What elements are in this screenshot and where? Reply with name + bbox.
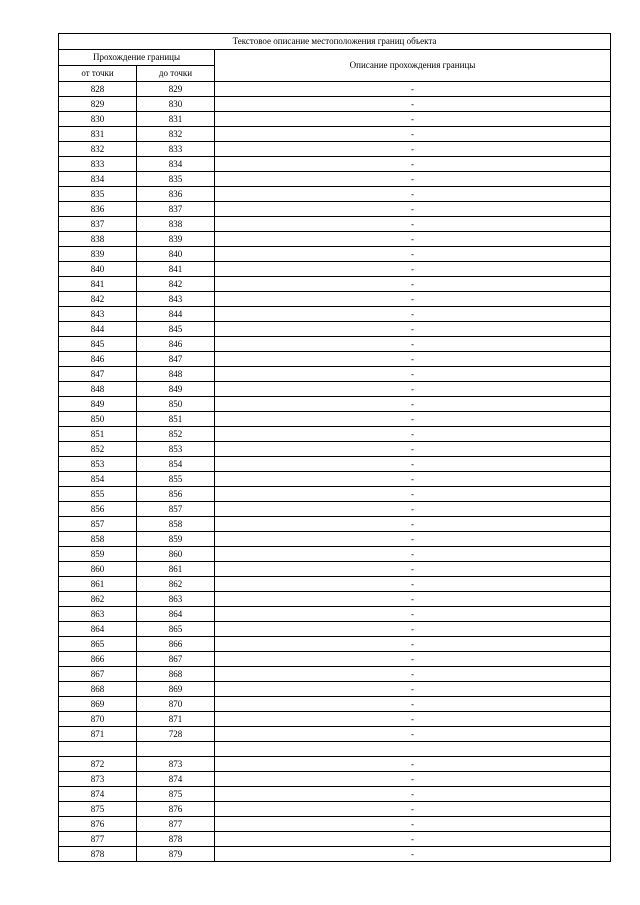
cell-description: - [215, 712, 611, 727]
table-row [59, 337, 611, 352]
cell-from-point: 863 [59, 607, 137, 622]
cell-from-point: 837 [59, 217, 137, 232]
cell-description: - [215, 637, 611, 652]
cell-from-point: 875 [59, 802, 137, 817]
cell-from-point: 864 [59, 622, 137, 637]
cell-to-point: 858 [137, 517, 215, 532]
table-title: Текстовое описание местоположения границ объекта [59, 34, 611, 50]
table-row [59, 367, 611, 382]
table-row [59, 817, 611, 832]
cell-to-point: 842 [137, 277, 215, 292]
table-row [59, 292, 611, 307]
cell-to-point: 844 [137, 307, 215, 322]
cell-description: - [215, 262, 611, 277]
cell-to-point: 861 [137, 562, 215, 577]
table-row [59, 547, 611, 562]
cell-description: - [215, 442, 611, 457]
cell-to-point: 728 [137, 727, 215, 742]
cell-to-point: 859 [137, 532, 215, 547]
table-row [59, 787, 611, 802]
table-row [59, 457, 611, 472]
table-row [59, 802, 611, 817]
table-header [59, 34, 611, 82]
cell-to-point: 856 [137, 487, 215, 502]
cell-from-point: 850 [59, 412, 137, 427]
table-row [59, 592, 611, 607]
cell-description: - [215, 802, 611, 817]
cell-to-point: 870 [137, 697, 215, 712]
table-body [59, 82, 611, 862]
cell-to-point: 833 [137, 142, 215, 157]
cell-to-point: 860 [137, 547, 215, 562]
cell-from-point: 857 [59, 517, 137, 532]
cell-description: - [215, 142, 611, 157]
table-row [59, 772, 611, 787]
cell-to-point: 843 [137, 292, 215, 307]
cell-from-point: 844 [59, 322, 137, 337]
cell-description: - [215, 532, 611, 547]
cell-description: - [215, 187, 611, 202]
cell-description: - [215, 562, 611, 577]
cell-to-point: 846 [137, 337, 215, 352]
cell-from-point: 836 [59, 202, 137, 217]
cell-from-point: 867 [59, 667, 137, 682]
cell-to-point [137, 742, 215, 757]
table-row [59, 847, 611, 862]
cell-to-point: 867 [137, 652, 215, 667]
cell-from-point: 829 [59, 97, 137, 112]
cell-from-point: 870 [59, 712, 137, 727]
column-header-from-point: от точки [59, 66, 137, 82]
cell-to-point: 878 [137, 832, 215, 847]
cell-description: - [215, 382, 611, 397]
table-row [59, 697, 611, 712]
table-row [59, 262, 611, 277]
cell-from-point: 860 [59, 562, 137, 577]
table-row [59, 442, 611, 457]
cell-description: - [215, 622, 611, 637]
cell-description: - [215, 502, 611, 517]
cell-from-point: 873 [59, 772, 137, 787]
table-row [59, 712, 611, 727]
cell-to-point: 866 [137, 637, 215, 652]
cell-description: - [215, 277, 611, 292]
cell-description: - [215, 682, 611, 697]
cell-to-point: 857 [137, 502, 215, 517]
cell-description: - [215, 307, 611, 322]
cell-from-point: 862 [59, 592, 137, 607]
cell-description: - [215, 817, 611, 832]
table-row [59, 517, 611, 532]
table-row [59, 247, 611, 262]
table-row [59, 757, 611, 772]
table-row [59, 832, 611, 847]
cell-from-point: 876 [59, 817, 137, 832]
table-row [59, 202, 611, 217]
cell-from-point: 861 [59, 577, 137, 592]
cell-from-point: 849 [59, 397, 137, 412]
cell-from-point: 869 [59, 697, 137, 712]
cell-description: - [215, 652, 611, 667]
cell-description: - [215, 847, 611, 862]
cell-from-point: 868 [59, 682, 137, 697]
cell-from-point: 851 [59, 427, 137, 442]
cell-to-point: 855 [137, 472, 215, 487]
cell-to-point: 865 [137, 622, 215, 637]
cell-description: - [215, 832, 611, 847]
cell-from-point: 877 [59, 832, 137, 847]
table-row [59, 382, 611, 397]
cell-from-point: 865 [59, 637, 137, 652]
table-row [59, 562, 611, 577]
cell-to-point: 879 [137, 847, 215, 862]
cell-from-point: 832 [59, 142, 137, 157]
cell-from-point: 842 [59, 292, 137, 307]
cell-to-point: 854 [137, 457, 215, 472]
cell-to-point: 851 [137, 412, 215, 427]
cell-description: - [215, 337, 611, 352]
cell-description: - [215, 82, 611, 97]
table-row [59, 277, 611, 292]
cell-to-point: 830 [137, 97, 215, 112]
cell-from-point: 838 [59, 232, 137, 247]
cell-description: - [215, 412, 611, 427]
cell-from-point: 855 [59, 487, 137, 502]
cell-to-point: 849 [137, 382, 215, 397]
cell-description: - [215, 397, 611, 412]
cell-from-point: 843 [59, 307, 137, 322]
cell-to-point: 845 [137, 322, 215, 337]
table-row [59, 637, 611, 652]
cell-description: - [215, 172, 611, 187]
cell-description: - [215, 322, 611, 337]
cell-to-point: 868 [137, 667, 215, 682]
cell-to-point: 863 [137, 592, 215, 607]
cell-to-point: 836 [137, 187, 215, 202]
cell-from-point: 835 [59, 187, 137, 202]
cell-description: - [215, 787, 611, 802]
cell-description: - [215, 352, 611, 367]
cell-to-point: 871 [137, 712, 215, 727]
table-row [59, 127, 611, 142]
table-row [59, 487, 611, 502]
cell-to-point: 835 [137, 172, 215, 187]
table-row [59, 157, 611, 172]
cell-to-point: 877 [137, 817, 215, 832]
cell-to-point: 850 [137, 397, 215, 412]
cell-to-point: 853 [137, 442, 215, 457]
cell-from-point: 878 [59, 847, 137, 862]
table-row [59, 607, 611, 622]
cell-from-point: 846 [59, 352, 137, 367]
table-row [59, 217, 611, 232]
cell-to-point: 847 [137, 352, 215, 367]
table-row [59, 532, 611, 547]
cell-from-point: 834 [59, 172, 137, 187]
table-row [59, 652, 611, 667]
cell-description: - [215, 202, 611, 217]
cell-to-point: 838 [137, 217, 215, 232]
cell-description: - [215, 697, 611, 712]
cell-description: - [215, 427, 611, 442]
cell-from-point: 853 [59, 457, 137, 472]
cell-from-point: 856 [59, 502, 137, 517]
cell-to-point: 832 [137, 127, 215, 142]
cell-description [215, 742, 611, 757]
table-row [59, 187, 611, 202]
cell-description: - [215, 457, 611, 472]
cell-from-point: 866 [59, 652, 137, 667]
cell-to-point: 874 [137, 772, 215, 787]
table-row [59, 172, 611, 187]
cell-from-point: 852 [59, 442, 137, 457]
cell-description: - [215, 247, 611, 262]
column-header-description: Описание прохождения границы [215, 50, 611, 82]
cell-from-point: 840 [59, 262, 137, 277]
cell-to-point: 841 [137, 262, 215, 277]
cell-from-point: 859 [59, 547, 137, 562]
boundary-description-table [58, 33, 611, 862]
column-header-to-point: до точки [137, 66, 215, 82]
table-row-blank [59, 742, 611, 757]
cell-from-point: 848 [59, 382, 137, 397]
table-title-row [59, 34, 611, 50]
cell-from-point: 858 [59, 532, 137, 547]
cell-description: - [215, 757, 611, 772]
table-row [59, 82, 611, 97]
table-row [59, 427, 611, 442]
table-row [59, 352, 611, 367]
cell-description: - [215, 607, 611, 622]
cell-from-point: 841 [59, 277, 137, 292]
cell-to-point: 876 [137, 802, 215, 817]
table-group-header-row [59, 50, 611, 66]
cell-description: - [215, 97, 611, 112]
table-row [59, 97, 611, 112]
cell-description: - [215, 592, 611, 607]
cell-from-point: 833 [59, 157, 137, 172]
table-row [59, 307, 611, 322]
cell-to-point: 840 [137, 247, 215, 262]
table-row [59, 142, 611, 157]
cell-from-point: 831 [59, 127, 137, 142]
cell-to-point: 829 [137, 82, 215, 97]
table-row [59, 577, 611, 592]
cell-from-point: 854 [59, 472, 137, 487]
cell-description: - [215, 232, 611, 247]
table-row [59, 727, 611, 742]
cell-to-point: 834 [137, 157, 215, 172]
cell-from-point: 828 [59, 82, 137, 97]
cell-description: - [215, 472, 611, 487]
cell-description: - [215, 517, 611, 532]
cell-to-point: 869 [137, 682, 215, 697]
cell-from-point [59, 742, 137, 757]
table-row [59, 112, 611, 127]
cell-from-point: 871 [59, 727, 137, 742]
cell-description: - [215, 727, 611, 742]
cell-description: - [215, 112, 611, 127]
cell-description: - [215, 577, 611, 592]
cell-description: - [215, 547, 611, 562]
table-row [59, 502, 611, 517]
cell-description: - [215, 157, 611, 172]
table-row [59, 232, 611, 247]
cell-description: - [215, 772, 611, 787]
cell-to-point: 852 [137, 427, 215, 442]
cell-to-point: 862 [137, 577, 215, 592]
cell-to-point: 839 [137, 232, 215, 247]
cell-from-point: 845 [59, 337, 137, 352]
cell-from-point: 874 [59, 787, 137, 802]
table-row [59, 682, 611, 697]
cell-description: - [215, 367, 611, 382]
cell-description: - [215, 127, 611, 142]
table-row [59, 412, 611, 427]
cell-description: - [215, 487, 611, 502]
cell-to-point: 848 [137, 367, 215, 382]
cell-to-point: 831 [137, 112, 215, 127]
table-row [59, 667, 611, 682]
table-row [59, 397, 611, 412]
cell-description: - [215, 217, 611, 232]
table-row [59, 322, 611, 337]
group-header-boundary-passage: Прохождение границы [59, 50, 215, 66]
cell-from-point: 830 [59, 112, 137, 127]
cell-to-point: 864 [137, 607, 215, 622]
table-row [59, 622, 611, 637]
cell-to-point: 873 [137, 757, 215, 772]
cell-from-point: 847 [59, 367, 137, 382]
table-row [59, 472, 611, 487]
cell-from-point: 839 [59, 247, 137, 262]
cell-from-point: 872 [59, 757, 137, 772]
cell-to-point: 837 [137, 202, 215, 217]
cell-description: - [215, 292, 611, 307]
cell-to-point: 875 [137, 787, 215, 802]
cell-description: - [215, 667, 611, 682]
